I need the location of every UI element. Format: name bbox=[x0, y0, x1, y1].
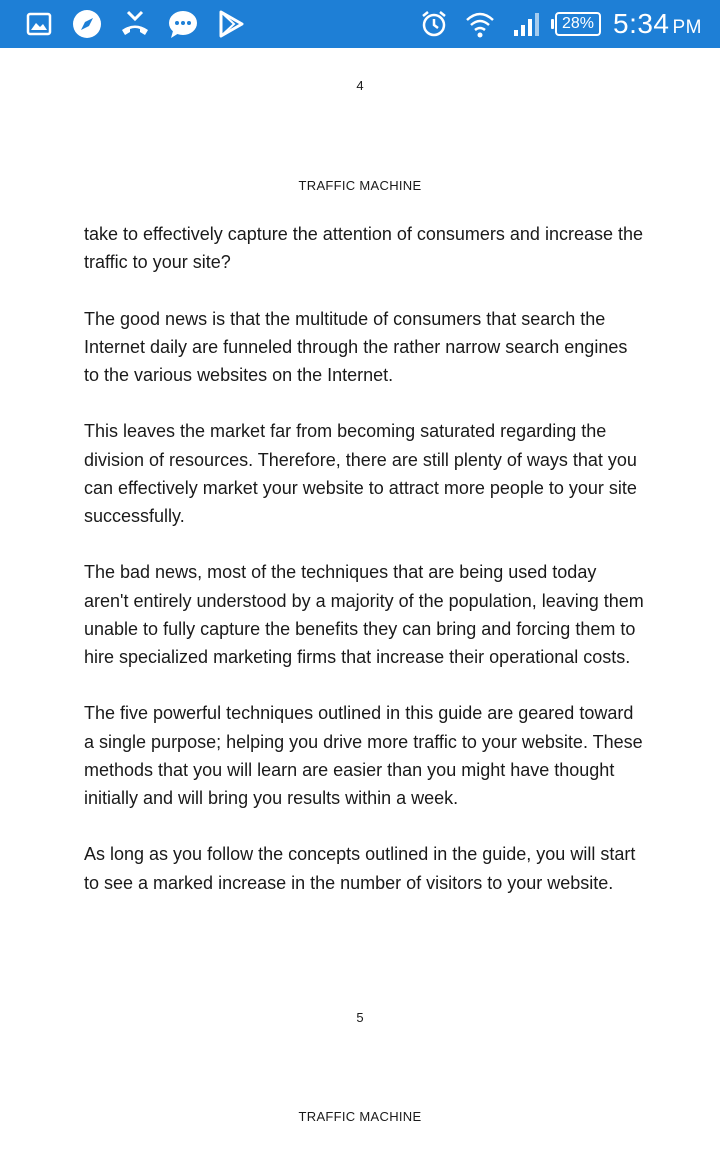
clock-time: 5:34 bbox=[613, 8, 670, 39]
paragraph: This leaves the market far from becoming saturated regarding the division of resources. Therefore, there are still plenty of ways that you can effectively market your website to attract more people to your site successfully. bbox=[84, 421, 637, 526]
status-bar bbox=[0, 0, 720, 48]
play-store-icon bbox=[214, 7, 248, 41]
document-viewer[interactable] bbox=[0, 48, 720, 1160]
page-body bbox=[84, 220, 644, 925]
paragraph: As long as you follow the concepts outlined in the guide, you will start to see a marked increase in the number of visitors to your website. bbox=[84, 844, 636, 893]
missed-call-icon bbox=[118, 7, 152, 41]
alarm-icon bbox=[417, 7, 451, 41]
running-head: TRAFFIC MACHINE bbox=[298, 1109, 422, 1124]
battery-icon bbox=[555, 12, 601, 36]
page-number: 5 bbox=[356, 1010, 364, 1025]
wifi-icon bbox=[463, 7, 497, 41]
chat-icon bbox=[166, 7, 200, 41]
paragraph: The good news is that the multitude of consumers that search the Internet daily are funneled through the rather narrow search engines to the various websites on the Internet. bbox=[84, 308, 628, 385]
page-number: 4 bbox=[356, 78, 364, 93]
running-head: TRAFFIC MACHINE bbox=[298, 178, 422, 193]
battery-level: 28% bbox=[561, 15, 594, 32]
signal-icon bbox=[509, 7, 543, 41]
paragraph: take to effectively capture the attention of consumers and increase the traffic to your site? bbox=[84, 224, 644, 273]
gallery-icon bbox=[22, 7, 56, 41]
paragraph: The five powerful techniques outlined in this guide are geared toward a single purpose; helping you drive more traffic to your website. These methods that you will learn are easier than you might have thought initially and will bring you results within a week. bbox=[84, 703, 643, 808]
clock-ampm: PM bbox=[672, 17, 702, 38]
compass-icon bbox=[70, 7, 104, 41]
paragraph: The bad news, most of the techniques that are being used today aren't entirely understood by a majority of the population, leaving them unable to fully capture the benefits they can bring and forcing them to hire specialized marketing firms that increase their operational costs. bbox=[84, 562, 644, 667]
clock bbox=[613, 8, 702, 40]
